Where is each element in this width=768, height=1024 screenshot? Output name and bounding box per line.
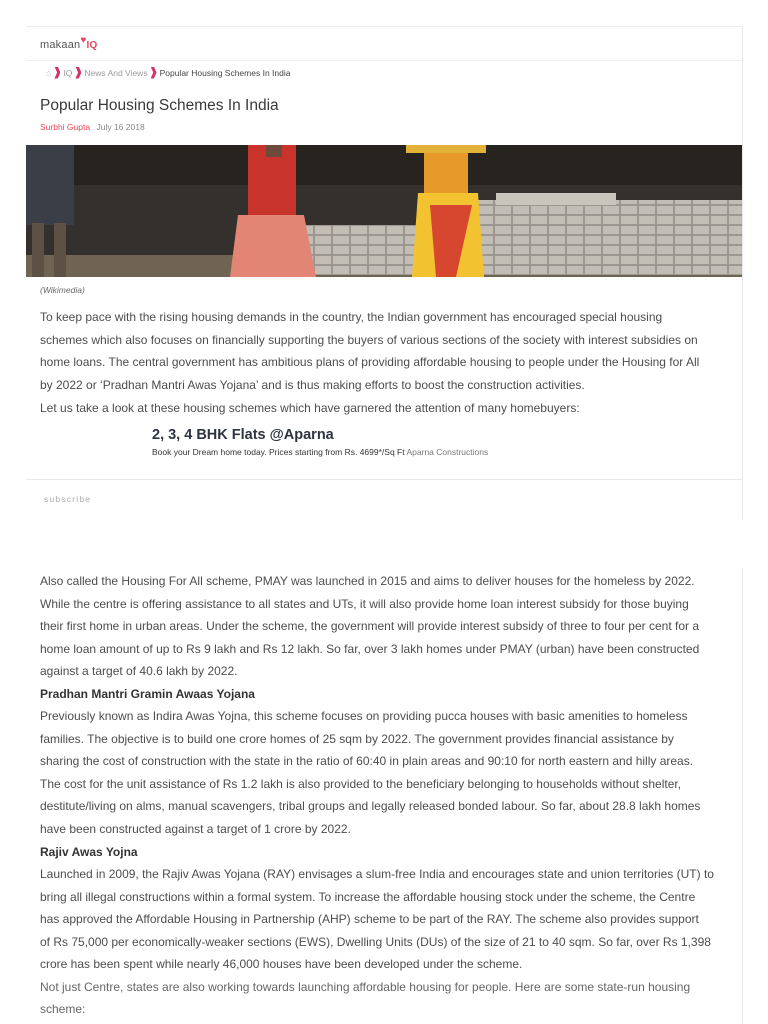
ad-description: Book your Dream home today. Prices starting from Rs. 4699*/Sq Ft xyxy=(152,447,405,457)
article-header-card xyxy=(26,26,743,519)
makaan-iq-logo[interactable] xyxy=(40,35,98,51)
breadcrumb-arrow-icon xyxy=(75,67,81,79)
sponsored-ad[interactable] xyxy=(152,427,512,458)
body-line: sharing the cost of construction with the state in the ratio of 60:40 in plain areas and 90:10 for north eastern and hilly areas. xyxy=(40,754,694,769)
body-line: The cost for the unit assistance of Rs 1.2 lakh is also provided to the beneficiary belonging to households without shelter, xyxy=(40,776,682,791)
body-line: Previously known as Indira Awas Yojna, this scheme focuses on providing pucca houses with basic amenities to homeless xyxy=(40,709,688,724)
body-line: scheme: xyxy=(40,1002,86,1017)
body-line: home loan amount of up to Rs 9 lakh and Rs 12 lakh. So far, over 3 lakh homes under PMAY (urban) have been constructed xyxy=(40,641,700,656)
hero-image xyxy=(26,145,742,277)
image-caption: (Wikimedia) xyxy=(40,285,85,295)
ad-text xyxy=(152,447,512,458)
intro-paragraph xyxy=(40,306,730,420)
breadcrumb-current: Popular Housing Schemes In India xyxy=(159,67,291,78)
body-line: Also called the Housing For All scheme, PMAY was launched in 2015 and aims to deliver houses for the homeless by 2022. xyxy=(40,574,695,588)
intro-line: by 2022 or ‘Pradhan Mantri Awas Yojana’ and is thus making efforts to boost the construction activities. xyxy=(40,378,585,393)
body-line: While the centre is offering assistance to all states and UTs, it will also provide home loan interest subsidy for those buying xyxy=(40,596,689,611)
body-line: Launched in 2009, the Rajiv Awas Yojana (RAY) envisages a slum-free India and encourages state and union territories (UT) to xyxy=(40,867,714,882)
breadcrumb-arrow-icon xyxy=(151,67,157,79)
body-line: have been constructed against a target of 1 crore by 2022. xyxy=(40,822,351,837)
article-body-card xyxy=(26,568,743,1024)
body-line: has approved the Affordable Housing in Partnership (AHP) scheme to be part of the RAY. The scheme also provides support xyxy=(40,912,699,927)
publish-date: July 16 2018 xyxy=(96,122,145,132)
heart-icon: ♥ xyxy=(80,35,87,46)
intro-line: home loans. The central government has ambitious plans of providing affordable housing to people under the Housing for All xyxy=(40,355,700,370)
home-icon[interactable]: ⌂ xyxy=(46,67,52,78)
ad-company[interactable]: Aparna Constructions xyxy=(406,447,489,457)
logo-suffix: IQ xyxy=(86,40,98,51)
breadcrumb-iq[interactable]: IQ xyxy=(63,67,73,78)
hero-image-illustration xyxy=(26,145,742,277)
intro-line: Let us take a look at these housing schemes which have garnered the attention of many homebuyers: xyxy=(40,400,580,415)
breadcrumb-arrow-icon xyxy=(54,67,60,79)
body-line: their first home in urban areas. Under the scheme, the government will provide interest subsidy of three to four per cent for a xyxy=(40,619,699,634)
article-body xyxy=(40,570,732,1021)
body-line: bring all illegal constructions within a formal system. To increase the affordable housing stock under the scheme, the Centre xyxy=(40,889,696,904)
section-heading-gramin: Pradhan Mantri Gramin Awaas Yojana xyxy=(40,686,255,701)
body-line: of Rs 75,000 per economically-weaker sections (EWS), Dwelling Units (DUs) of the size of 21 to 40 sqm. So far, over Rs 1,398 xyxy=(40,934,711,949)
intro-line: To keep pace with the rising housing demands in the country, the Indian government has encouraged special housing xyxy=(40,310,663,324)
body-line: Not just Centre, states are also working towards launching affordable housing for people. Here are some state-run housing xyxy=(40,979,691,994)
body-line: crore has been spent while nearly 46,000 houses have been developed under the scheme. xyxy=(40,957,523,972)
logo-text: makaan xyxy=(40,39,81,51)
ad-headline[interactable]: 2, 3, 4 BHK Flats @Aparna xyxy=(152,427,334,443)
breadcrumb xyxy=(26,60,742,84)
section-heading-rajiv: Rajiv Awas Yojna xyxy=(40,844,138,859)
body-line: against a target of 40.6 lakh by 2022. xyxy=(40,664,238,679)
subscribe-button[interactable]: subscribe xyxy=(44,494,92,504)
byline xyxy=(40,122,145,132)
subscribe-bar xyxy=(26,479,742,520)
body-line: families. The objective is to build one crore homes of 25 sqm by 2022. The government provides financial assistance by xyxy=(40,731,674,746)
body-line: destitute/living on alms, manual scavengers, tribal groups and legally released bonded labour. So far, about 28.8 lakh homes xyxy=(40,799,701,814)
author-link[interactable]: Surbhi Gupta xyxy=(40,122,91,132)
page-title: Popular Housing Schemes In India xyxy=(40,97,279,114)
breadcrumb-news-and-views[interactable]: News And Views xyxy=(84,67,148,78)
intro-line: schemes which also focuses on financially supporting the buyers of various sections of the society with interest subsidies on xyxy=(40,332,698,347)
